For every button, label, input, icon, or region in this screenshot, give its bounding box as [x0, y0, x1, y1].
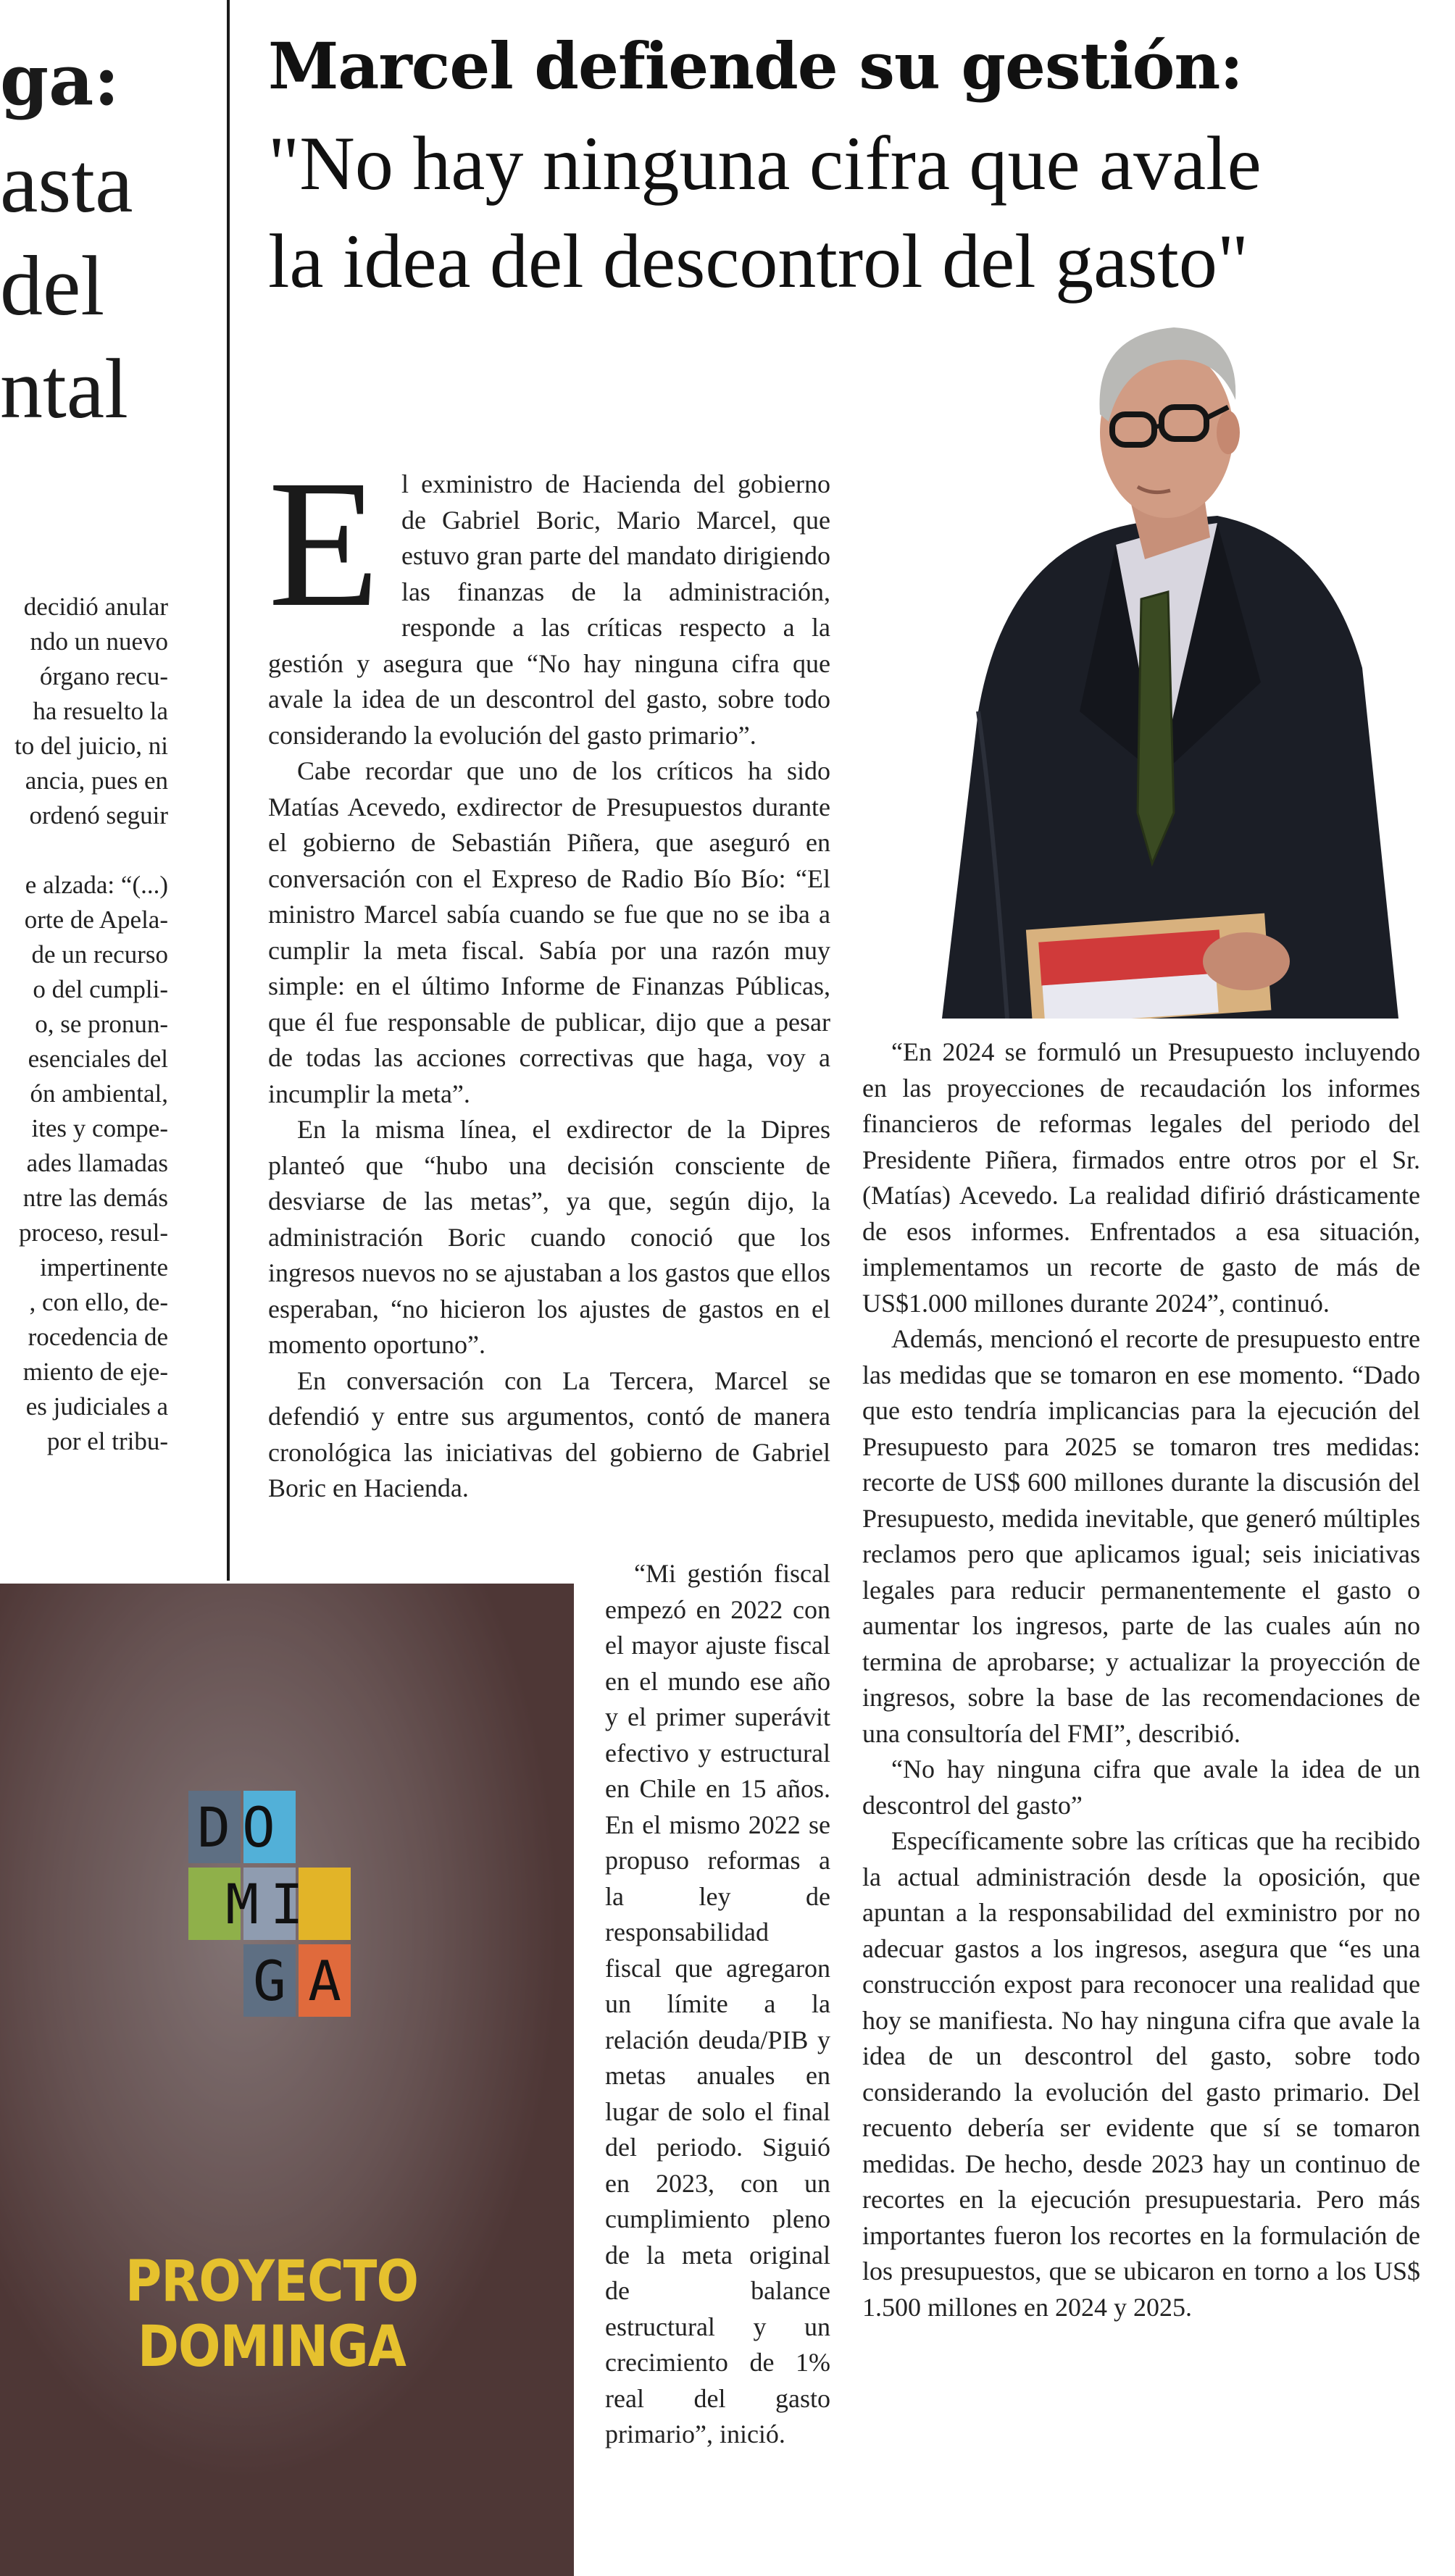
dominga-logo — [187, 1789, 354, 2028]
photo-proyecto-dominga — [0, 1584, 574, 2576]
drop-cap: E — [268, 442, 380, 645]
article-column-1 — [268, 442, 830, 1507]
left-article-headline — [0, 29, 217, 440]
left-article-text: decidió anular ndo un nuevo órgano recu- ha resuelto la to del juicio, ni ancia, pues en ordenó seguir e alzada: “(...) orte de Apela- de un recurso o del cumpli- o, se pronun- esenciales del ón ambiental, ites y compe- ades llamadas ntre las demás proceso, resul- impertinente , con ello, de- rocedencia de miento de eje- es judiciales a por el tribu- — [14, 593, 168, 1455]
paragraph: “Mi gestión fiscal empezó en 2022 con el mayor ajuste fiscal en el mundo ese año y el primer superávit efectivo y estructural en Chile en 15 años. En el mismo 2022 se propuso reformas a la ley de responsabilidad fiscal que agregaron un límite a la relación deuda/PIB y metas anuales en lugar de solo el final del periodo. Siguió en 2023, con un cumplimiento pleno de la meta original de balance estructural y un crecimiento de 1% real del gasto primario”, inició. — [605, 1559, 830, 2449]
paragraph: l exministro de Hacienda del gobierno de Gabriel Boric, Mario Marcel, que estuvo gran parte del mandato dirigiendo las finanzas de la administración, responde a las críticas respecto a la gestión y asegura que “No hay ninguna cifra que avale la idea de un descontrol del gasto, sobre todo considerando la evolución del gasto primario”. — [268, 469, 830, 750]
paragraph: “En 2024 se formuló un Presupuesto incluyendo en las proyecciones de recaudación los informes financieros de reformas legales del periodo del Presidente Piñera, firmados entre otros por el Sr. (Matías) Acevedo. La realidad difirió drásticamente de esos informes. Enfrentados a esa situación, implementamos un recorte de gasto de más de US$1.000 millones durante 2024”, continuó. — [862, 1037, 1420, 1318]
paragraph: Además, mencionó el recorte de presupuesto entre las medidas que se tomaron en ese momento. “Dado que esto tendría implicancias para la ejecución del Presupuesto para 2025 se tomaron tres medidas: recorte de US$ 600 millones durante la discusión del Presupuesto, medida inevitable, que generó múltiples reclamos pero que aplicamos igual; seis iniciativas legales para reducir permanentemente el gasto o aumentar los ingresos, parte de las cuales aún no termina de aprobarse; y actualizar la proyección de ingresos, sobre la base de las recomendaciones de una consultoría del FMI”, describió. — [862, 1324, 1420, 1748]
left-headline-line-3: del — [0, 238, 105, 333]
article-column-2 — [605, 1556, 830, 2453]
column-divider — [227, 0, 230, 1581]
paragraph: “No hay ninguna cifra que avale la idea de un descontrol del gasto” — [862, 1755, 1420, 1820]
logo-letter-g: G — [253, 1949, 286, 2013]
logo-row-2: MI — [225, 1872, 315, 1936]
left-headline-line-2: asta — [0, 135, 133, 230]
article-column-3 — [862, 1034, 1420, 2325]
sign-caption: PROYECTO DOMINGA — [125, 2249, 419, 2380]
article-kicker: Marcel defiende su gestión: — [268, 28, 1243, 104]
photo-mario-marcel — [899, 306, 1420, 1019]
paragraph: Específicamente sobre las críticas que ha recibido la actual administración desde la oposición, que apuntan a la responsabilidad del exministro por no adecuar gastos a los ingresos, asegura que “es una construcción expost para reconocer una realidad que hoy se manifiesta. No hay ninguna cifra que avale la idea de un descontrol del gasto, sobre todo considerando la evolución del gasto primario. Del recuento debería ser evidente que sí se tomaron medidas. De hecho, desde 2023 hay un continuo de recortes en la ejecución presupuestaria. Pero más importantes fueron los recortes en la formulación de los presupuestos, que se ubicaron en torno a los US$ 1.500 millones en 2024 y 2025. — [862, 1826, 1420, 2322]
article-headline: "No hay ninguna cifra que avale la idea del descontrol del gasto" — [268, 121, 1262, 304]
logo-letter-a: A — [308, 1949, 341, 2013]
paragraph: En conversación con La Tercera, Marcel se defendió y entre sus argumentos, contó de manera cronológica las iniciativas del gobierno de Gabriel Boric en Hacienda. — [268, 1366, 830, 1502]
left-headline-line-4: ntal — [0, 341, 128, 436]
logo-row-1: DO — [197, 1795, 287, 1860]
left-headline-line-1: ga: — [0, 39, 120, 121]
paragraph: En la misma línea, el exdirector de la Dipres planteó que “hubo una decisión consciente de desviarse de las metas”, ya que, según dijo, la administración Boric cuando conoció que los ingresos nuevos no se ajustaban a los gastos que ellos esperaban, “no hicieron los ajustes de gastos en el momento oportuno”. — [268, 1115, 830, 1359]
paragraph: Cabe recordar que uno de los críticos ha sido Matías Acevedo, exdirector de Presupuestos durante el gobierno de Sebastián Piñera, que aseguró en conversación con el Expreso de Radio Bío Bío: “El ministro Marcel sabía cuando se fue que no se iba a cumplir la meta fiscal. Sabía por una razón muy simple: en el último Informe de Finanzas Públicas, que él fue responsable de publicar, dijo que a pesar de todas las acciones correctivas que haga, voy a incumplir la meta”. — [268, 756, 830, 1108]
